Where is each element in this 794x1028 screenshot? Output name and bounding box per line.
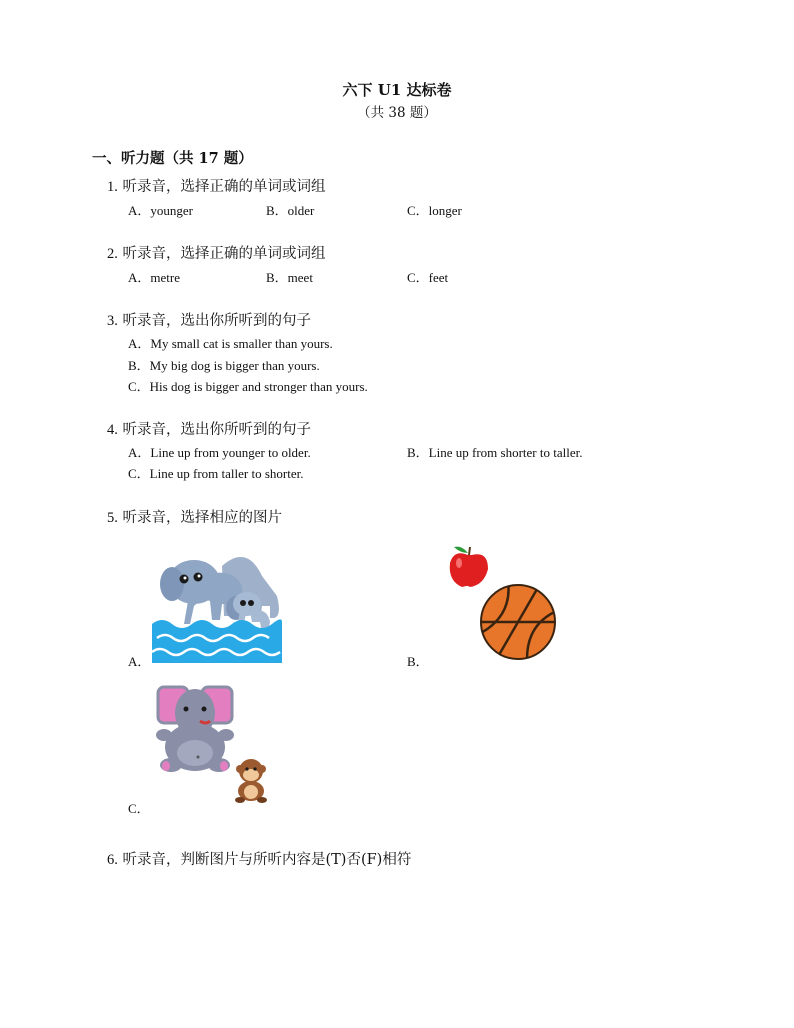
- question-count: （共 38 题）: [357, 105, 437, 121]
- option-b[interactable]: B．meet: [266, 270, 313, 285]
- question-number: 1.: [107, 179, 118, 195]
- question-4: [107, 418, 311, 439]
- option-c[interactable]: C．feet: [407, 270, 449, 285]
- option-a[interactable]: A．younger: [128, 203, 193, 218]
- question-prompt: 听录音，选择正确的单词或词组: [122, 179, 326, 195]
- question-number: 2.: [107, 246, 118, 262]
- option-c[interactable]: C．longer: [407, 203, 462, 218]
- question-prompt: 听录音，选择相应的图片: [122, 510, 282, 526]
- option-a[interactable]: A．Line up from younger to older.: [128, 445, 311, 460]
- toy-elephant-icon: [156, 687, 234, 772]
- question-prompt: 听录音，选出你所听到的句子: [122, 313, 311, 329]
- question-prompt: 听录音，选择正确的单词或词组: [122, 246, 326, 262]
- question-prompt: 听录音，判断图片与所听内容是(T)否(F)相符: [122, 852, 412, 868]
- option-b[interactable]: B．My big dog is bigger than yours.: [128, 358, 320, 373]
- question-number: 5.: [107, 510, 118, 526]
- option-b[interactable]: B．older: [266, 203, 315, 218]
- option-a[interactable]: A．My small cat is smaller than yours.: [128, 336, 333, 351]
- option-b-label[interactable]: B．: [407, 654, 429, 669]
- question-number: 3.: [107, 313, 118, 329]
- question-1: [107, 175, 325, 196]
- question-number: 4.: [107, 422, 118, 438]
- question-2: [107, 242, 325, 263]
- option-c-label[interactable]: C．: [128, 801, 150, 816]
- monkey-icon: [235, 759, 267, 803]
- option-b[interactable]: B．Line up from shorter to taller.: [407, 445, 583, 460]
- elephants-in-water-image[interactable]: [152, 546, 282, 663]
- option-c[interactable]: C．His dog is bigger and stronger than yours.: [128, 379, 368, 394]
- question-5: [107, 506, 282, 527]
- question-number: 6.: [107, 852, 118, 868]
- option-c[interactable]: C．Line up from taller to shorter.: [128, 466, 304, 481]
- toy-elephant-and-monkey-image[interactable]: [154, 683, 282, 803]
- option-a[interactable]: A．metre: [128, 270, 180, 285]
- document-title: 六下 U1 达标卷: [342, 81, 452, 99]
- apple-icon: [450, 547, 488, 587]
- question-6: [107, 848, 411, 869]
- section-heading-listening: 一、听力题（共 17 题）: [92, 150, 253, 167]
- option-a-label[interactable]: A．: [128, 654, 151, 669]
- question-prompt: 听录音，选出你所听到的句子: [122, 422, 311, 438]
- apple-and-basketball-image[interactable]: [446, 541, 558, 661]
- question-3: [107, 309, 311, 330]
- basketball-icon: [481, 585, 555, 659]
